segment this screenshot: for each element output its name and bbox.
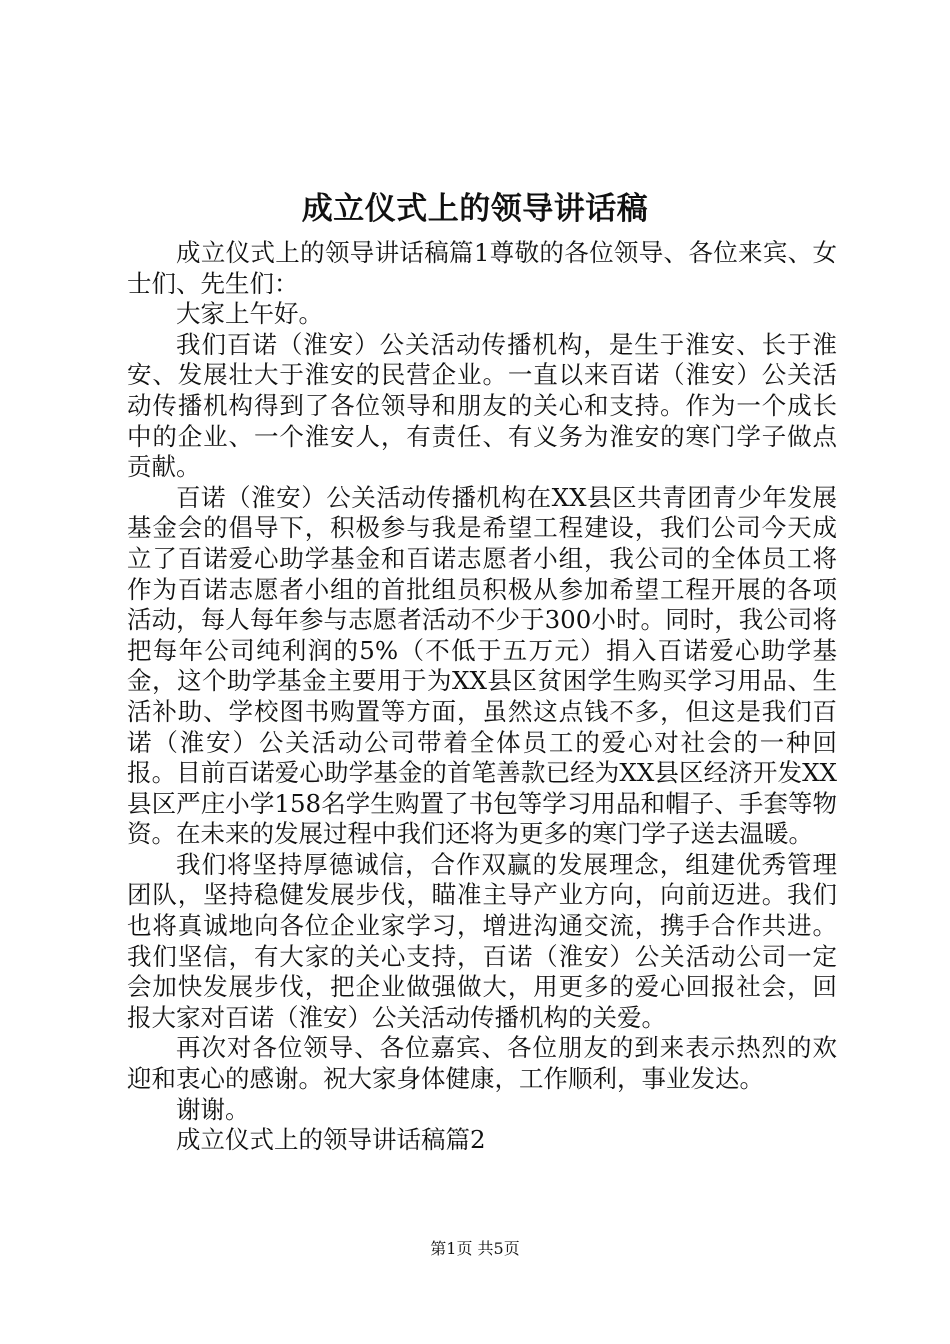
- document-body: [127, 238, 837, 1156]
- paragraph-good-morning: 大家上午好。: [176, 299, 323, 329]
- paragraph-section-2-heading: 成立仪式上的领导讲话稿篇2: [176, 1125, 486, 1155]
- paragraph-thank-you: 谢谢。: [176, 1094, 250, 1124]
- paragraph-company-intro: 我们百诺（淮安）公关活动传播机构，是生于淮安、长于淮安、发展壮大于淮安的民营企业。一直以来百诺（淮安）公关活动传播机构得到了各位领导和朋友的关心和支持。作为一个成长中的企业、一个淮安人，有责任、有义务为淮安的寒门学子做点贡献。: [127, 329, 837, 482]
- paragraph-thanks-welcome: 再次对各位领导、各位嘉宾、各位朋友的到来表示热烈的欢迎和衷心的感谢。祝大家身体健康，工作顺利，事业发达。: [127, 1033, 837, 1094]
- paragraph-fund-details: 百诺（淮安）公关活动传播机构在XX县区共青团青少年发展基金会的倡导下，积极参与我是希望工程建设，我们公司今天成立了百诺爱心助学基金和百诺志愿者小组，我公司的全体员工将作为百诺志愿者小组的首批组员积极从参加希望工程开展的各项活动，每人每年参与志愿者活动不少于300小时。同时，我公司将把每年公司纯利润的5%（不低于五万元）捐入百诺爱心助学基金，这个助学基金主要用于为XX县区贫困学生购买学习用品、生活补助、学校图书购置等方面，虽然这点钱不多，但这是我们百诺（淮安）公关活动公司带着全体员工的爱心对社会的一种回报。目前百诺爱心助学基金的首笔善款已经为XX县区经济开发XX县区严庄小学158名学生购置了书包等学习用品和帽子、手套等物资。在未来的发展过程中我们还将为更多的寒门学子送去温暖。: [127, 482, 837, 849]
- page-number-footer: 第1页 共5页: [430, 1239, 520, 1258]
- paragraph-commitment: 我们将坚持厚德诚信，合作双赢的发展理念，组建优秀管理团队，坚持稳健发展步伐，瞄准主导产业方向，向前迈进。我们也将真诚地向各位企业家学习，增进沟通交流，携手合作共进。我们坚信，有大家的关心支持，百诺（淮安）公关活动公司一定会加快发展步伐，把企业做强做大，用更多的爱心回报社会，回报大家对百诺（淮安）公关活动传播机构的关爱。: [127, 849, 837, 1032]
- document-title: 成立仪式上的领导讲话稿: [301, 191, 649, 227]
- paragraph-greeting: 成立仪式上的领导讲话稿篇1尊敬的各位领导、各位来宾、女士们、先生们：: [127, 238, 837, 298]
